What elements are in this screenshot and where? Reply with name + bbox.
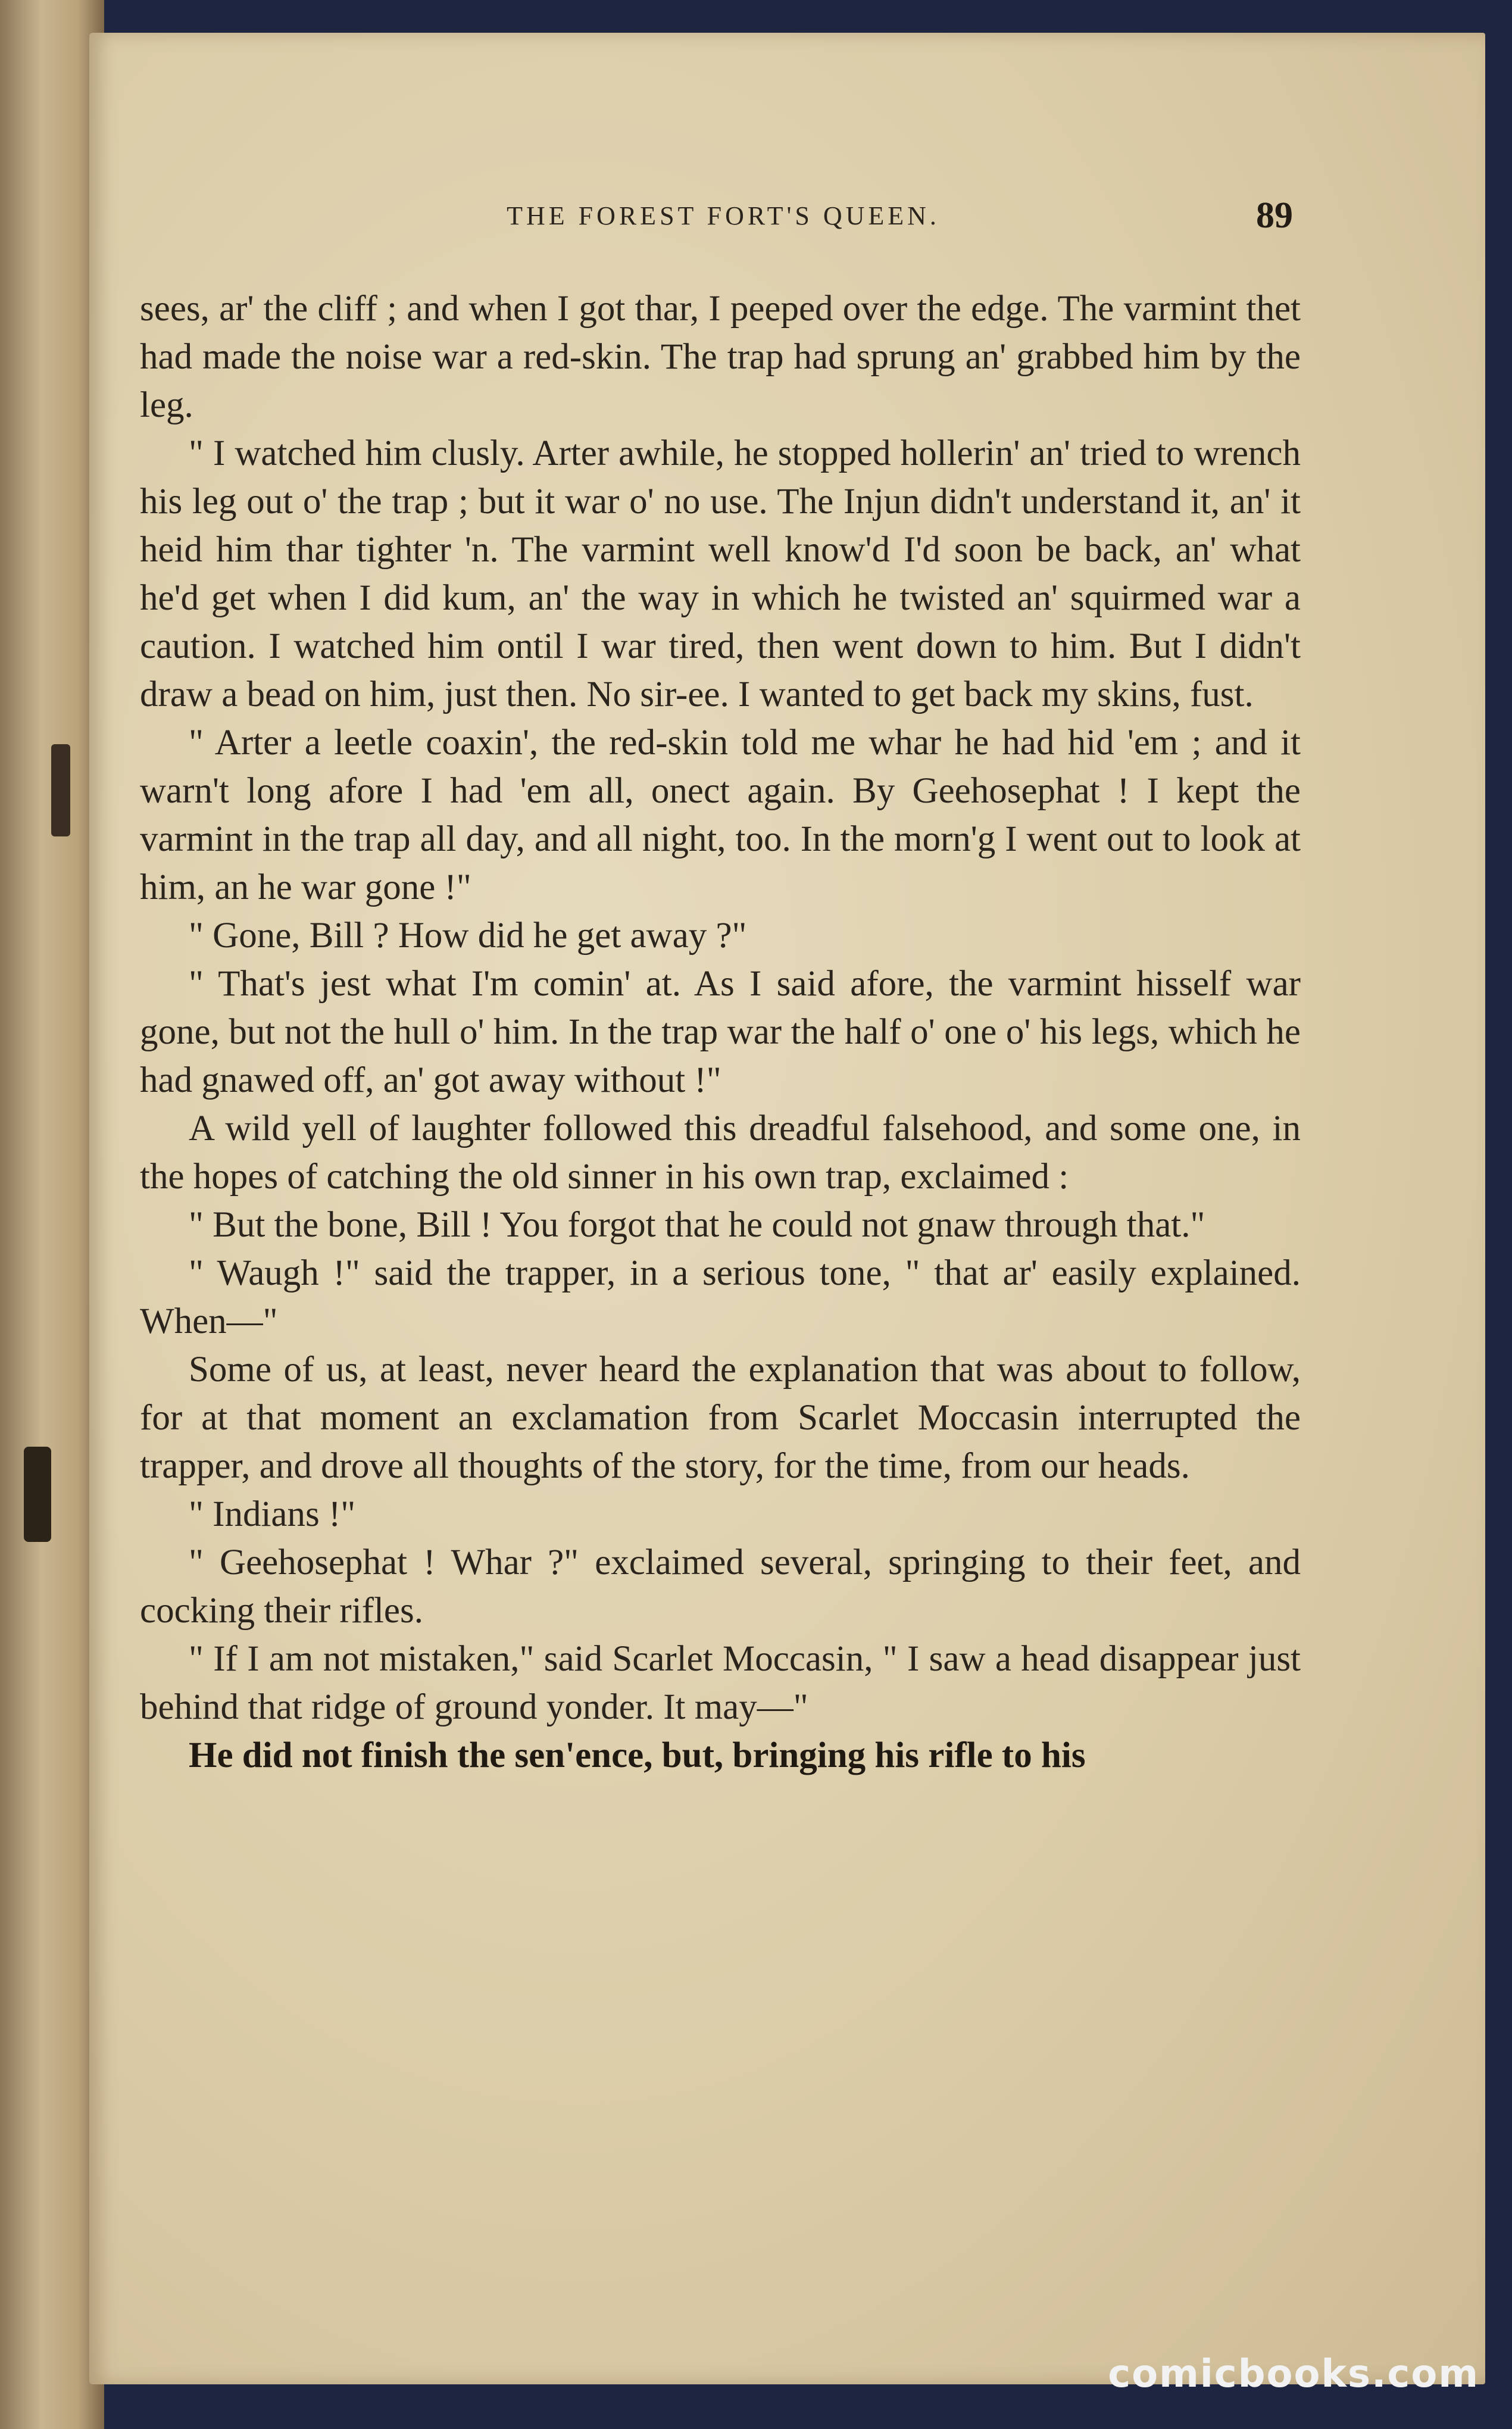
staple-mark — [51, 744, 70, 836]
paragraph: " Gone, Bill ? How did he get away ?" — [189, 916, 747, 956]
paragraph: " Waugh !" said the trapper, in a serious tone, " that ar' easily explained. When—" — [140, 1253, 1301, 1341]
paragraph: " I watched him clusly. Arter awhile, he stopped hollerin' an' tried to wrench his leg out o' the trap ; but it war o' no use. The Injun didn't understand it, an' it heid him thar tighter 'n. The varmint well know'd I'd soon be back, an' what he'd get when I did kum, an' the way in which he twisted an' squirmed war a caution. I watched him ontil I war tired, then went down to him. But I didn't draw a bead on him, just then. No sir-ee. I wanted to get back my skins, fust. — [140, 433, 1301, 714]
paragraph: " Geehosephat ! Whar ?" exclaimed several, springing to their feet, and cocking their rifles. — [140, 1543, 1301, 1631]
paragraph: " Indians !" — [189, 1494, 356, 1534]
body-text — [140, 285, 1301, 1779]
paragraph: A wild yell of laughter followed this dreadful falsehood, and some one, in the hopes of catching the old sinner in his own trap, exclaimed : — [140, 1109, 1301, 1197]
site-watermark: comicbooks.com — [1108, 2352, 1479, 2396]
paragraph: " If I am not mistaken," said Scarlet Moccasin, " I saw a head disappear just behind that ridge of ground yonder. It may—" — [140, 1639, 1301, 1727]
paragraph: " That's jest what I'm comin' at. As I said afore, the varmint hisself war gone, but not the hull o' him. In the trap war the half o' one o' his legs, which he had gnawed off, an' got away without !" — [140, 964, 1301, 1100]
paragraph: " Arter a leetle coaxin', the red-skin told me whar he had hid 'em ; and it warn't long afore I had 'em all, onect again. By Geehosephat ! I kept the varmint in the trap all day, and all night, too. In the morn'g I went out to look at him, an he war gone !" — [140, 723, 1301, 907]
page-header-title: THE FOREST FORT'S QUEEN. — [507, 201, 940, 230]
paragraph: Some of us, at least, never heard the explanation that was about to follow, for at that moment an exclamation from Scarlet Moccasin interrupted the trapper, and drove all thoughts of the story, for the time, from our heads. — [140, 1350, 1301, 1486]
paragraph: " But the bone, Bill ! You forgot that he could not gnaw through that." — [189, 1205, 1205, 1245]
paragraph: sees, ar' the cliff ; and when I got thar, I peeped over the edge. The varmint thet had made the noise war a red-skin. The trap had sprung an' grabbed him by the leg. — [140, 289, 1301, 425]
page-number: 89 — [1256, 195, 1293, 236]
book-spine — [0, 0, 104, 2429]
staple-mark — [24, 1447, 51, 1542]
paragraph: He did not finish the sen'ence, but, bringing his rifle to his — [189, 1735, 1086, 1775]
running-head — [0, 164, 1488, 236]
